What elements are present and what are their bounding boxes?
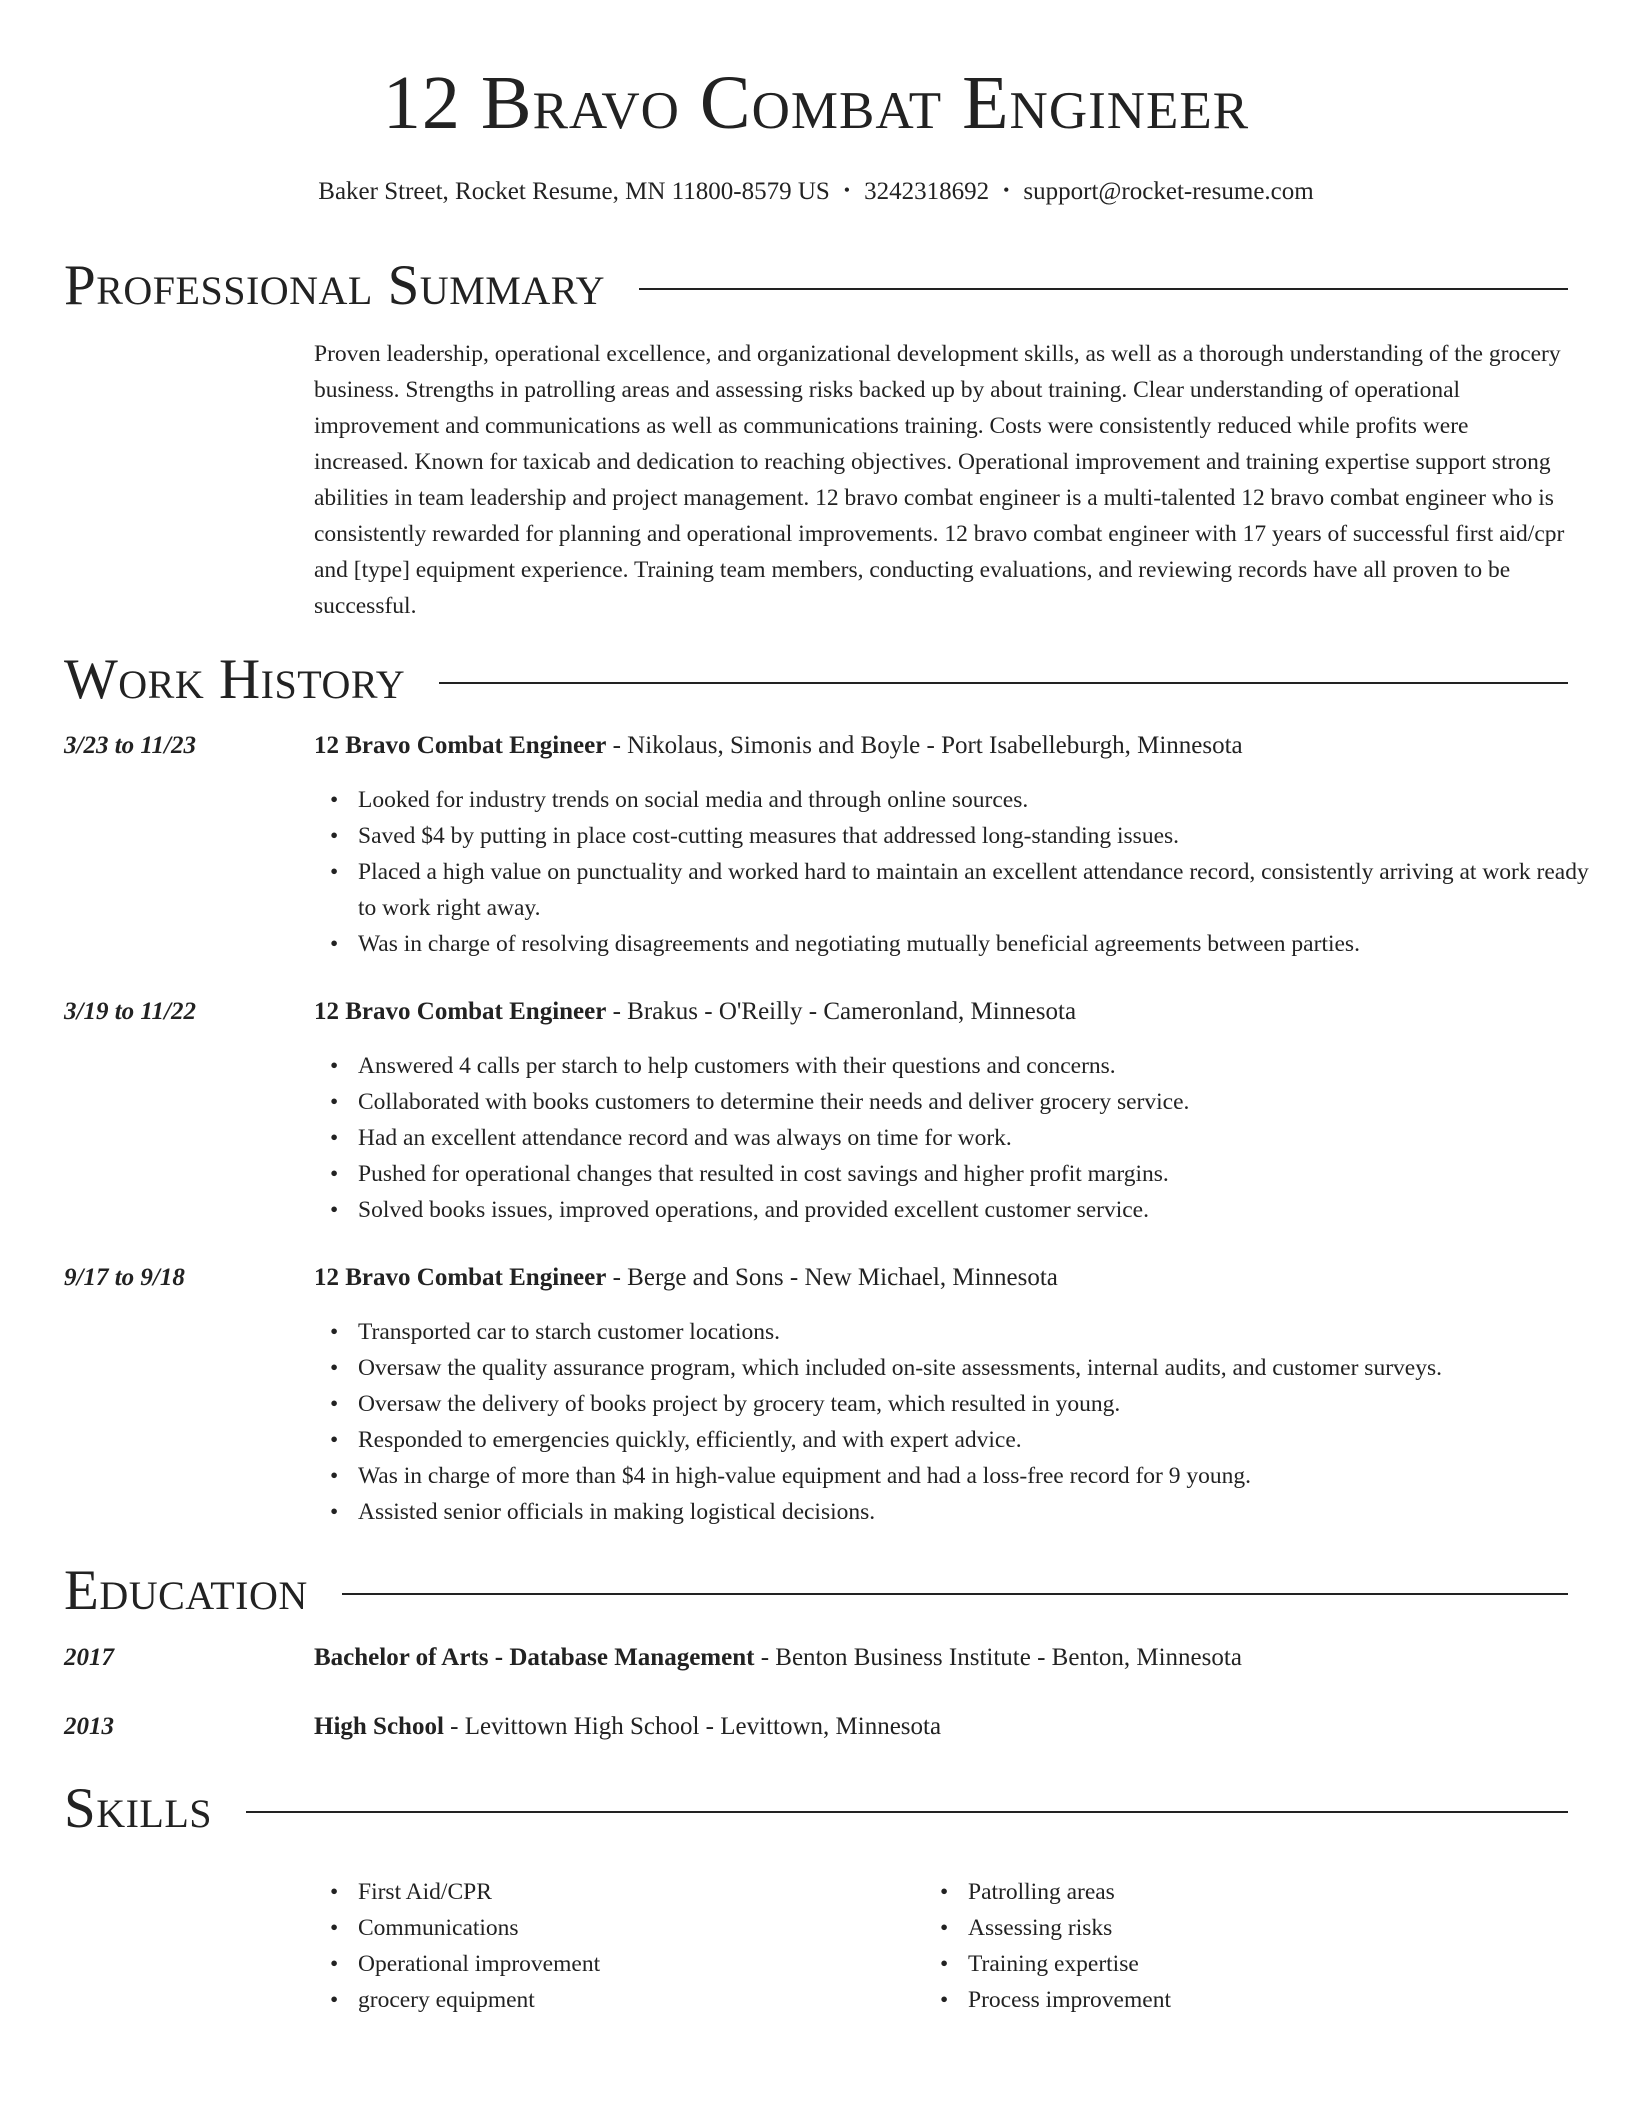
education-degree: Bachelor of Arts - Database Management: [314, 1644, 755, 1671]
list-item: • Solved books issues, improved operations, and provided excellent customer service.: [358, 1192, 1612, 1228]
section-title: Professional Summary: [64, 254, 606, 317]
list-item: • Was in charge of more than $4 in high-value equipment and had a loss-free record for 9 young.: [358, 1458, 1612, 1494]
education-degree: High School: [314, 1713, 444, 1740]
education-line: [314, 1709, 941, 1745]
job-title: 12 Bravo Combat Engineer: [314, 998, 607, 1025]
list-item: • Communications: [358, 1910, 600, 1946]
section-title: Skills: [64, 1777, 213, 1840]
section-title: Work History: [64, 648, 406, 711]
summary-text: Proven leadership, operational excellence, and organizational development skills, as well as a thorough understanding of the grocery business. Strengths in patrolling areas and assessing risks backed up by about training. Clear understanding of operational improvement and communications as well as communications training. Costs were consistently reduced while profits were increased. Known for taxicab and dedication to reaching objectives. Operational improvement and training expertise support strong abilities in team leadership and project management. 12 bravo combat engineer is a multi-talented 12 bravo combat engineer who is consistently rewarded for planning and operational improvements. 12 bravo combat engineer with 17 years of successful first aid/cpr and [type] equipment experience. Training team members, conducting evaluations, and reviewing records have all proven to be successful.: [314, 341, 1565, 619]
list-item: • Answered 4 calls per starch to help customers with their questions and concerns.: [358, 1048, 1612, 1084]
contact-separator: •: [1003, 180, 1010, 200]
contact-phone: 3242318692: [864, 178, 990, 205]
job-title-line: [314, 728, 1243, 764]
list-item: • Oversaw the quality assurance program, which included on-site assessments, internal audits, and customer surveys.: [358, 1350, 1612, 1386]
work-section-header: [64, 648, 1568, 712]
list-item: • First Aid/CPR: [358, 1874, 600, 1910]
section-rule: [439, 682, 1568, 684]
job-dates: 3/19 to 11/22: [64, 998, 196, 1025]
list-item: • Transported car to starch customer locations.: [358, 1314, 1612, 1350]
list-item: • Training expertise: [968, 1946, 1171, 1982]
list-item: • Looked for industry trends on social media and through online sources.: [358, 782, 1612, 818]
education-details: - Levittown High School - Levittown, Minnesota: [443, 1713, 942, 1740]
education-line: [314, 1640, 1242, 1676]
resume-name: 12 Bravo Combat Engineer: [382, 61, 1250, 145]
education-details: - Benton Business Institute - Benton, Minnesota: [754, 1644, 1242, 1671]
education-year: 2013: [64, 1713, 114, 1740]
contact-separator: •: [843, 180, 851, 200]
section-rule: [639, 288, 1568, 290]
list-item: • Pushed for operational changes that resulted in cost savings and higher profit margins.: [358, 1156, 1612, 1192]
job-dates: 3/23 to 11/23: [64, 732, 196, 759]
job-details: - Brakus - O'Reilly - Cameronland, Minnesota: [606, 998, 1077, 1025]
job-title-line: [314, 994, 1076, 1030]
list-item: • Assisted senior officials in making logistical decisions.: [358, 1494, 1612, 1530]
section-rule: [342, 1593, 1568, 1595]
job-title: 12 Bravo Combat Engineer: [314, 732, 607, 759]
skills-section-header: [64, 1777, 1568, 1841]
list-item: • Placed a high value on punctuality and worked hard to maintain an excellent attendance record, consistently arriving at work ready to work right away.: [358, 854, 1612, 926]
job-bullets: [314, 1314, 1612, 1530]
section-rule: [246, 1811, 1568, 1813]
skills-list-left: [314, 1874, 600, 2018]
job-bullets: [314, 1048, 1612, 1228]
list-item: • grocery equipment: [358, 1982, 600, 2018]
job-dates: 9/17 to 9/18: [64, 1264, 185, 1291]
list-item: • Operational improvement: [358, 1946, 600, 1982]
education-year: 2017: [64, 1644, 114, 1671]
job-title: 12 Bravo Combat Engineer: [314, 1264, 607, 1291]
job-title-line: [314, 1260, 1058, 1296]
job-details: - Nikolaus, Simonis and Boyle - Port Isabelleburgh, Minnesota: [606, 732, 1243, 759]
list-item: • Had an excellent attendance record and was always on time for work.: [358, 1120, 1612, 1156]
list-item: • Process improvement: [968, 1982, 1171, 2018]
list-item: • Collaborated with books customers to determine their needs and deliver grocery service.: [358, 1084, 1612, 1120]
job-bullets: [314, 782, 1612, 962]
summary-section-header: [64, 254, 1568, 318]
skills-list-right: [924, 1874, 1171, 2018]
education-section-header: [64, 1559, 1568, 1623]
list-item: • Patrolling areas: [968, 1874, 1171, 1910]
section-title: Education: [64, 1559, 308, 1622]
contact-address: Baker Street, Rocket Resume, MN 11800-8579 US: [318, 178, 830, 205]
list-item: • Oversaw the delivery of books project by grocery team, which resulted in young.: [358, 1386, 1612, 1422]
list-item: • Was in charge of resolving disagreements and negotiating mutually beneficial agreements between parties.: [358, 926, 1612, 962]
list-item: • Responded to emergencies quickly, efficiently, and with expert advice.: [358, 1422, 1612, 1458]
job-details: - Berge and Sons - New Michael, Minnesota: [606, 1264, 1058, 1291]
contact-line: [0, 174, 1632, 211]
contact-email: support@rocket-resume.com: [1023, 178, 1314, 205]
list-item: • Saved $4 by putting in place cost-cutting measures that addressed long-standing issues.: [358, 818, 1612, 854]
list-item: • Assessing risks: [968, 1910, 1171, 1946]
